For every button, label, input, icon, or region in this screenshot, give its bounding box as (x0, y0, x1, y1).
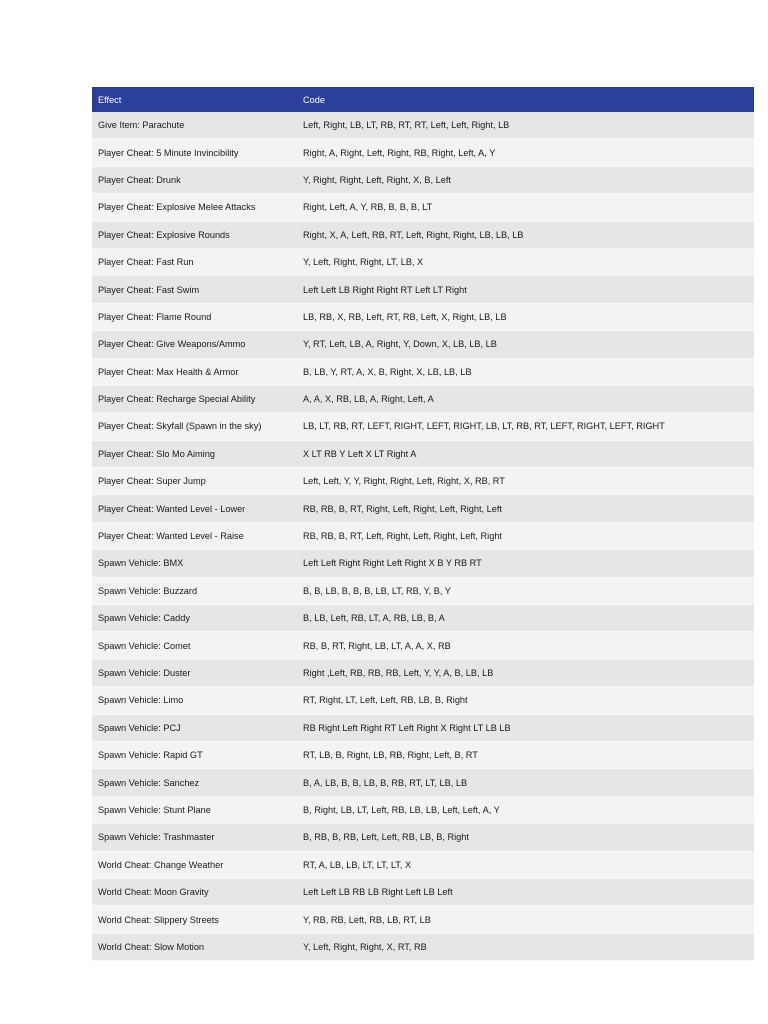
code-cell: B, LB, Y, RT, A, X, B, Right, X, LB, LB, LB (297, 358, 754, 385)
table-row (92, 906, 754, 933)
table-header (92, 87, 754, 112)
table-row (92, 276, 754, 303)
code-cell: RB, RB, B, RT, Left, Right, Left, Right, Left, Right (297, 522, 754, 549)
code-cell: Y, Left, Right, Right, X, RT, RB (297, 933, 754, 960)
table-row (92, 659, 754, 686)
table-row (92, 632, 754, 659)
table-row (92, 605, 754, 632)
code-cell: Y, Left, Right, Right, LT, LB, X (297, 248, 754, 275)
effect-cell: Spawn Vehicle: Limo (92, 687, 297, 714)
effect-cell: Spawn Vehicle: Trashmaster (92, 824, 297, 851)
effect-cell: Spawn Vehicle: PCJ (92, 714, 297, 741)
code-cell: RB Right Left Right RT Left Right X Right LT LB LB (297, 714, 754, 741)
effect-cell: Give Item: Parachute (92, 112, 297, 139)
effect-cell: Spawn Vehicle: Rapid GT (92, 741, 297, 768)
code-cell: RB, RB, B, RT, Right, Left, Right, Left, Right, Left (297, 495, 754, 522)
code-cell: Y, RB, RB, Left, RB, LB, RT, LB (297, 906, 754, 933)
effect-cell: Player Cheat: Skyfall (Spawn in the sky) (92, 413, 297, 440)
code-cell: Left Left LB Right Right RT Left LT Right (297, 276, 754, 303)
table-row (92, 440, 754, 467)
table-row (92, 331, 754, 358)
code-cell: RB, B, RT, Right, LB, LT, A, A, X, RB (297, 632, 754, 659)
code-cell: LB, RB, X, RB, Left, RT, RB, Left, X, Right, LB, LB (297, 303, 754, 330)
effect-cell: Spawn Vehicle: Caddy (92, 605, 297, 632)
table-row (92, 194, 754, 221)
table-row (92, 303, 754, 330)
code-cell: X LT RB Y Left X LT Right A (297, 440, 754, 467)
header-row (92, 87, 754, 112)
effect-cell: Spawn Vehicle: Duster (92, 659, 297, 686)
code-cell: B, B, LB, B, B, B, LB, LT, RB, Y, B, Y (297, 577, 754, 604)
code-cell: B, Right, LB, LT, Left, RB, LB, LB, Left, Left, A, Y (297, 796, 754, 823)
effect-cell: World Cheat: Slippery Streets (92, 906, 297, 933)
code-cell: LB, LT, RB, RT, LEFT, RIGHT, LEFT, RIGHT, LB, LT, RB, RT, LEFT, RIGHT, LEFT, RIGHT (297, 413, 754, 440)
table-row (92, 878, 754, 905)
table-row (92, 714, 754, 741)
table-row (92, 139, 754, 166)
table-row (92, 933, 754, 960)
effect-cell: Player Cheat: Drunk (92, 166, 297, 193)
effect-cell: Player Cheat: Slo Mo Aiming (92, 440, 297, 467)
table-row (92, 468, 754, 495)
effect-cell: Player Cheat: Give Weapons/Ammo (92, 331, 297, 358)
table-row (92, 550, 754, 577)
code-column-header: Code (297, 87, 754, 112)
effect-cell: World Cheat: Change Weather (92, 851, 297, 878)
effect-cell: Spawn Vehicle: BMX (92, 550, 297, 577)
table-row (92, 577, 754, 604)
effect-cell: Player Cheat: Recharge Special Ability (92, 385, 297, 412)
table-row (92, 495, 754, 522)
table-row (92, 687, 754, 714)
code-cell: Right, X, A, Left, RB, RT, Left, Right, Right, LB, LB, LB (297, 221, 754, 248)
effect-cell: Player Cheat: 5 Minute Invincibility (92, 139, 297, 166)
effect-cell: Player Cheat: Explosive Melee Attacks (92, 194, 297, 221)
table-row (92, 851, 754, 878)
code-cell: B, A, LB, B, B, LB, B, RB, RT, LT, LB, LB (297, 769, 754, 796)
code-cell: Left Left Right Right Left Right X B Y RB RT (297, 550, 754, 577)
table-row (92, 741, 754, 768)
code-cell: Right ,Left, RB, RB, RB, Left, Y, Y, A, B, LB, LB (297, 659, 754, 686)
table-row (92, 358, 754, 385)
code-cell: Right, Left, A, Y, RB, B, B, B, LT (297, 194, 754, 221)
code-cell: B, LB, Left, RB, LT, A, RB, LB, B, A (297, 605, 754, 632)
effect-cell: Spawn Vehicle: Sanchez (92, 769, 297, 796)
code-cell: RT, A, LB, LB, LT, LT, LT, X (297, 851, 754, 878)
effect-cell: Player Cheat: Flame Round (92, 303, 297, 330)
effect-cell: Player Cheat: Fast Run (92, 248, 297, 275)
effect-cell: Spawn Vehicle: Comet (92, 632, 297, 659)
code-cell: Y, RT, Left, LB, A, Right, Y, Down, X, LB, LB, LB (297, 331, 754, 358)
code-cell: Left, Left, Y, Y, Right, Right, Left, Right, X, RB, RT (297, 468, 754, 495)
effect-cell: Spawn Vehicle: Buzzard (92, 577, 297, 604)
effect-cell: Player Cheat: Super Jump (92, 468, 297, 495)
code-cell: Left, Right, LB, LT, RB, RT, RT, Left, Left, Right, LB (297, 112, 754, 139)
code-cell: A, A, X, RB, LB, A, Right, Left, A (297, 385, 754, 412)
table-row (92, 824, 754, 851)
table-row (92, 248, 754, 275)
table-row (92, 796, 754, 823)
code-cell: Right, A, Right, Left, Right, RB, Right, Left, A, Y (297, 139, 754, 166)
table-row (92, 769, 754, 796)
table-row (92, 522, 754, 549)
effect-cell: Spawn Vehicle: Stunt Plane (92, 796, 297, 823)
code-cell: RT, LB, B, Right, LB, RB, Right, Left, B, RT (297, 741, 754, 768)
cheat-codes-table (92, 87, 754, 961)
effect-cell: World Cheat: Moon Gravity (92, 878, 297, 905)
effect-cell: Player Cheat: Explosive Rounds (92, 221, 297, 248)
effect-cell: Player Cheat: Max Health & Armor (92, 358, 297, 385)
code-cell: Y, Right, Right, Left, Right, X, B, Left (297, 166, 754, 193)
effect-column-header: Effect (92, 87, 297, 112)
code-cell: Left Left LB RB LB Right Left LB Left (297, 878, 754, 905)
code-cell: RT, Right, LT, Left, Left, RB, LB, B, Right (297, 687, 754, 714)
code-cell: B, RB, B, RB, Left, Left, RB, LB, B, Right (297, 824, 754, 851)
effect-cell: Player Cheat: Fast Swim (92, 276, 297, 303)
effect-cell: Player Cheat: Wanted Level - Raise (92, 522, 297, 549)
table-row (92, 112, 754, 139)
effect-cell: World Cheat: Slow Motion (92, 933, 297, 960)
table-body (92, 112, 754, 961)
effect-cell: Player Cheat: Wanted Level - Lower (92, 495, 297, 522)
table-row (92, 221, 754, 248)
table-row (92, 385, 754, 412)
table-row (92, 413, 754, 440)
table-row (92, 166, 754, 193)
